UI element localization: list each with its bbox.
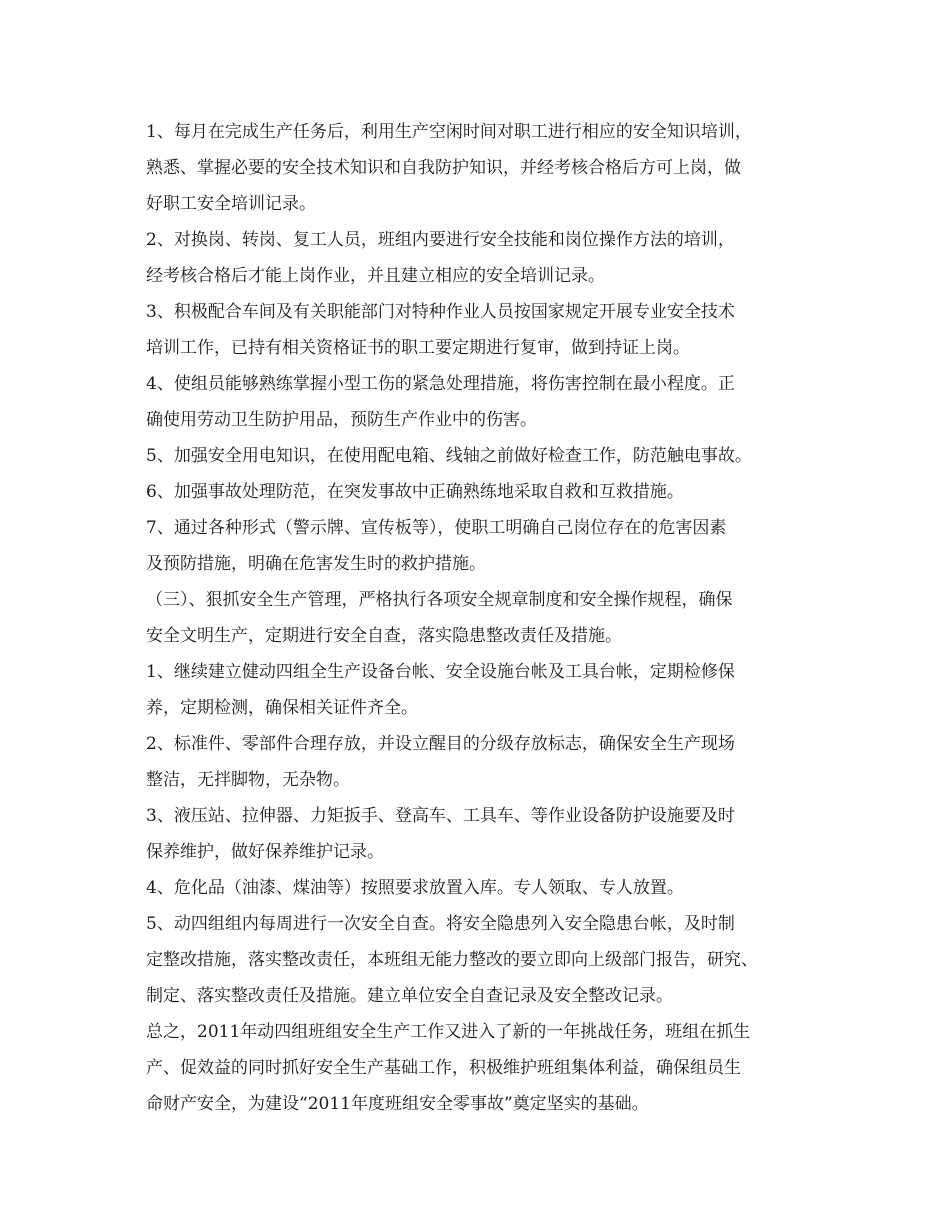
text-line: 3、液压站、拉伸器、力矩扳手、登高车、工具车、等作业设备防护设施要及时 [146, 806, 735, 826]
text-line: 4、危化品（油漆、煤油等）按照要求放置入库。专人领取、专人放置。 [146, 878, 684, 898]
text-line: 好职工安全培训记录。 [146, 194, 316, 214]
text-line: 7、通过各种形式（警示牌、宣传板等），使职工明确自己岗位存在的危害因素 [146, 518, 727, 538]
text-line: 5、动四组组内每周进行一次安全自查。将安全隐患列入安全隐患台帐，及时制 [146, 914, 735, 934]
text-line: 1、继续建立健动四组全生产设备台帐、安全设施台帐及工具台帐，定期检修保 [146, 662, 735, 682]
text-line: 确使用劳动卫生防护用品，预防生产作业中的伤害。 [146, 410, 537, 430]
text-line: 培训工作，已持有相关资格证书的职工要定期进行复审，做到持证上岗。 [146, 338, 690, 358]
text-line: 总之，2011年动四组班组安全生产工作又进入了新的一年挑战任务，班组在抓生 [146, 1022, 751, 1042]
text-line: 4、使组员能够熟练掌握小型工伤的紧急处理措施，将伤害控制在最小程度。正 [146, 374, 735, 394]
text-line: 2、对换岗、转岗、复工人员，班组内要进行安全技能和岗位操作方法的培训， [146, 230, 735, 250]
text-line: 命财产安全，为建设“2011年度班组安全零事故”奠定坚实的基础。 [146, 1094, 649, 1114]
text-line: 2、标准件、零部件合理存放，并设立醒目的分级存放标志，确保安全生产现场 [146, 734, 735, 754]
text-line: 养，定期检测，确保相关证件齐全。 [146, 698, 418, 718]
text-line: 5、加强安全用电知识，在使用配电箱、线轴之前做好检查工作，防范触电事故。 [146, 446, 752, 466]
text-line: 6、加强事故处理防范，在突发事故中正确熟练地采取自救和互救措施。 [146, 482, 684, 502]
text-line: 安全文明生产，定期进行安全自查，落实隐患整改责任及措施。 [146, 626, 622, 646]
text-line: 熟悉、掌握必要的安全技术知识和自我防护知识，并经考核合格后方可上岗，做 [146, 158, 741, 178]
text-line: 制定、落实整改责任及措施。建立单位安全自查记录及安全整改记录。 [146, 986, 673, 1006]
text-line: 定整改措施，落实整改责任，本班组无能力整改的要立即向上级部门报告，研究、 [146, 950, 758, 970]
text-line: 保养维护，做好保养维护记录。 [146, 842, 384, 862]
text-line: 1、每月在完成生产任务后，利用生产空闲时间对职工进行相应的安全知识培训， [146, 122, 752, 142]
text-line: （三）、狠抓安全生产管理，严格执行各项安全规章制度和安全操作规程，确保 [146, 590, 733, 610]
text-line: 及预防措施，明确在危害发生时的救护措施。 [146, 554, 486, 574]
text-line: 产、促效益的同时抓好安全生产基础工作，积极维护班组集体利益，确保组员生 [146, 1058, 741, 1078]
text-line: 整洁，无拌脚物，无杂物。 [146, 770, 350, 790]
text-line: 经考核合格后才能上岗作业，并且建立相应的安全培训记录。 [146, 266, 605, 286]
text-line: 3、积极配合车间及有关职能部门对特种作业人员按国家规定开展专业安全技术 [146, 302, 735, 322]
